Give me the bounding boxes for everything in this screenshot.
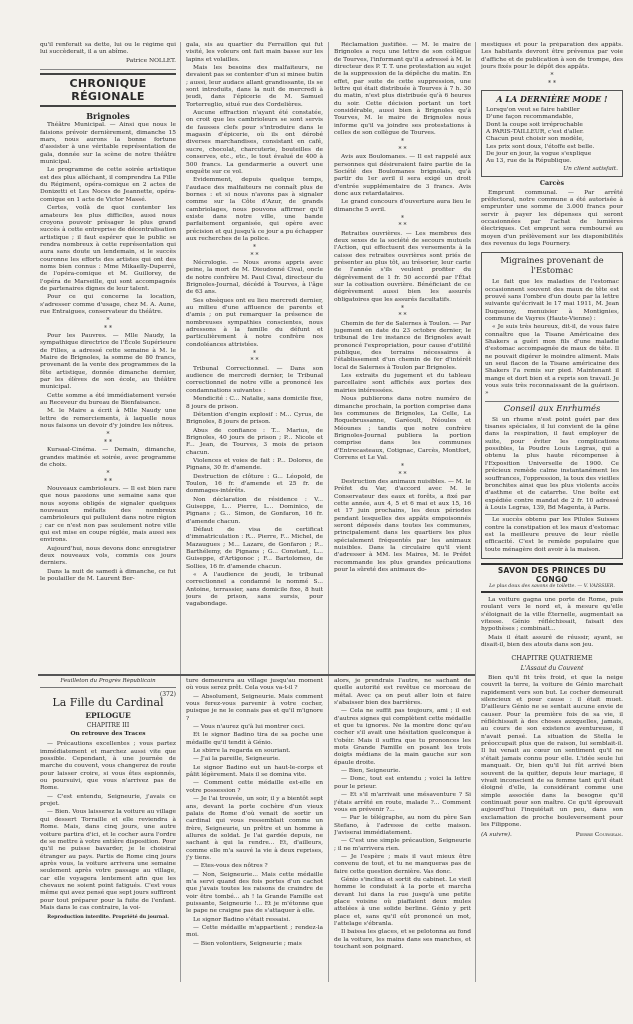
novel-text: Mais il était assuré de réussir, ayant, se disait-il, bien des atouts dans son jeu. [481,634,623,648]
article-text: gala, sis au quartier du Ferraillon qui fut visité, les voleurs ont fait main basse sur les lapins et volailles. [186,42,323,63]
novel-text: — C'est une simple précaution, Seigneurie ; il ne m'arrivera rien. [334,838,471,852]
ad-text: Si un rhume n'est point guéri par des tisanes spéciales, il lui convient de la gêne dans la respiration, il faut employer de suite, pour éviter les complications possibles, la Poudre Louis Legras, qui a obtenu la plus haute récompense à l'Exposition Universelle de 1900. Ce précieux remède calme instantanément les souffrances, l'oppression, la toux des vieilles bronchites ainsi que les plus violents accès d'asthme et de catarrhe. Une boîte est expédiée contre mandat de 2 fr. 10 adressé à Louis Legras, 139, Bd Magenta, à Paris. [485,416,619,511]
article-text: Violences et voies de fait : P... Dolores, de Pignans, 30 fr. d'amende. [186,457,323,472]
divider [40,69,176,70]
separator-stars: * * * [104,317,112,332]
ad-text: « Je suis très heureux, dit-il, de vous faire connaître que la Tisane Américaine des Shakers a guéri mon fils d'une maladie d'estomac accompagnée de maux de tête. Il ne pouvait digérer le moindre aliment. Mais un seul flacon de la Tisane américaine des Shakers l'a remis sur pied. Maintenant il mange et dort bien et a repris son travail. Je vous suis très reconnaissant de la guérison. » [485,324,619,397]
ad-text: Le fait que les maladies de l'estomac occasionnent souvent des maux de tête est prouvé sans l'ombre d'un doute par la lettre suivante qu'écrivait le 17 mai 1911, M. Jean Duquenoy, menuisier à Montignies, commune de Vayres (Haute-Vienne) : [485,279,619,322]
novel-text: — Bien volontiers, Seigneurie ; mais [193,940,302,947]
novel-text: — Par le télégraphe, au nom du père San Stefano, à l'adresse de cette maison. J'aviserai immédiatement. [334,815,471,836]
article-text: mestiques et pour la préparation des appâts. Les habitants devront être prévenus par voie d'affiche et de publication à son de trompe, des jours fixés pour le dépôt des appâts. [481,42,623,71]
episode-number: (372) [159,691,176,699]
column-3 [334,42,471,674]
feuilleton-column-1 [40,678,176,1010]
novel-text: alors, je prendrais l'autre, ne sachant de quelle autorité est revêtue ce morceau de métal. Avec ça on peut aller loin et faire s'abaisser bien des barrières. [334,678,471,707]
novel-title-block [40,688,176,710]
ad-title: A LA DERNIÈRE MODE ! [496,94,608,105]
separator-stars: * * * [250,350,259,365]
article-text: Défaut de visa de certificat d'immatriculation : R... Pierre, F... Michel, de Mazaugues ; M... Lazare, de Gonfaron ; P... Barthélemy, de Pignans ; G... Constant, L... Guiseppe, d'Artigonoc ; F... Bartolomeo, de Sollies, 16 fr. d'amende chacun. [186,527,323,570]
ad-line: Lorsqu'on veut se faire habiller [486,107,580,114]
article-text: Evidemment, depuis quelque temps, l'audace des malfaiteurs ne connaît plus de bornes : et si nous n'avons pas à signaler comme sur la Côte d'Azur, de grands cambriolages, nous pouvons affirmer qu'il existe dans notre ville, une bande parfaitement organisée, qui opère avec précision et qui jusqu'à ce jour a pu échapper aux recherches de la police. [186,177,323,242]
novel-text: — Je l'espère ; mais il vaut mieux être convenu de tout, et tu ne manqueras pas de faire cette question dernière. Vas donc. [334,853,471,875]
ad-title: Conseil aux Enrhumés [485,401,619,414]
article-text: Cette somme a été immédiatement versée au Receveur du bureau de Bienfaisance. [40,392,176,407]
novel-text: — Vous n'aurez qu'à lui montrer ceci. [193,724,305,731]
article-text: Pour les Pauvres. — Mlle Naudy, la sympathique directrice de l'École Supérieure de Filles, a adressé cette semaine à M. le Maire de Brignoles, la somme de 80 francs, provenant de la vente des programmes de la fête artistique, donnée dimanche dernier, par les élèves de son école, au théâtre municipal. [40,333,176,391]
novel-text: Génio s'inclina et sortit du cabinet. Le vieil homme le conduisit à la porte et marcha devant lui dans la rue jusqu'à une petite place voisine où piaffaient deux mules attelées à une solide berline. Génio y prit place et, sans qu'il eût prononcé un mot, l'attelage s'ébranla. [334,876,471,927]
ad-title: SAVON DES PRINCES DU CONGO [497,565,607,584]
column-1 [40,42,176,674]
article-text: Non déclaration de résidence : V... Guiseppe, L... Pierre, L... Dominico, de Pignans ; G... Simon, de Gonfaron, 16 fr. d'amende chacun. [186,496,323,525]
chapter-subtitle: L'Assaut du Couvent [520,664,584,672]
newspaper-page [38,42,628,1017]
ad-paris-tailleur [481,90,623,177]
separator-stars: * * * [398,463,407,478]
ad-title: Migraines provenant de l'Estomac [500,256,604,277]
separator-stars: * * * [104,431,112,446]
ad-migraines [481,252,623,559]
column-rule [328,42,329,982]
novel-text: — Etes-vous des nôtres ? [193,863,268,870]
separator-stars: * * * [250,244,259,259]
article-text: Le programme de cette soirée artistique est des plus alléchant, il comprendra La Fille du Régiment, opéra-comique en 2 actes de Donizetti et Les Noces de Jeannette, opéra-comique en 1 acte de Victor Massé. [40,167,176,203]
article-text: Destruction de clôture : G... Léopold, de Toulon, 16 fr. d'amende et 25 fr. de dommages-intérêts. [186,473,323,495]
ad-line: D'une façon recommandable, [486,114,574,121]
novel-text: — Absolument, Seigneurie. Mais comment vous ferez-vous parvenir à votre cocher, puisque je ne le connais pas et qu'il m'ignore ? [186,693,323,722]
ad-line: Au 13, rue de la République. [486,158,572,165]
novel-text: Le signor Badino eut un haut-le-corps et pâlit légèrement. Mais il se domina vite. [186,764,323,779]
article-text: Nouveaux cambrioleurs. — Il est bien rare que nous passions une semaine sans que nous soyons obligés de signaler quelques nouveaux méfaits des nombreux cambrioleurs qui pullulent dans notre région ; car ce n'est non pas seulement notre ville qui est mise en coupe réglée, mais aussi ses environs. [40,485,176,544]
article-text: Détention d'engin explosif : M... Cyrus, de Brignoles, 8 jours de prison. [186,411,323,426]
author-name: Pierre Coursean. [575,832,623,839]
article-text: qu'il renferait sa dette, lui ou le régime qui lui succèderait, il a un abîme. [40,42,176,56]
ad-line: Dont la coupe soit irréprochable [486,121,583,128]
article-text: Le grand concours d'ouverture aura lieu le dimanche 5 avril. [334,199,471,213]
ad-line: Chacun peut choisir son modèle, [486,136,584,143]
article-text: Aujourd'hui, nous devons donc enregistrer deux nouveaux vols, commis ces jours derniers. [40,545,176,567]
town-heading: Carcès [539,179,565,188]
column-rule [180,42,181,982]
novel-text: — Bien. Vous laisserez la voiture au village qui dessert Torraille et elle reviendra à Rome. Mais, dans cinq jours, une autre voiture partira d'ici, et le cocher aura l'ordre de se mettre à votre entière disposition. Pour qu'il ne puisse bavarder, je le choisirai étranger au pays. Partis de Rome cinq jours après vous, la voiture arrivera une semaine seulement après votre passage au village, car elle voyagera lentement afin que les chevaux ne soient point fatigués. C'est vous même qui avez pensé que sept jours suffiront pour tout préparer pour la fuite de l'enfant. Mais dans le cas contraire, la voi- [40,809,176,911]
divider [485,514,619,515]
novel-text: — Comment cette médaille est-elle en votre possession ? [186,780,323,794]
article-text: Mendicité : C... Natalie, sans domicile fixe, 8 jours de prison. [186,396,323,410]
article-text: Théâtre Municipal. — Ainsi que nous le faisions prévoir dernièrement, dimanche 15 mars, nous aurons la bonne fortune d'assister à une véritable représentation de gala, donnée sur la scène de notre théâtre municipal. [40,122,176,166]
novel-text: La voiture gagna une porte de Rome, puis roulant vers le nord et, à mesure qu'elle s'éloignait de la ville Éternelle, augmentait sa vitesse. Génio réfléchissait, faisait des hypothèses ; combinait... [481,596,623,633]
chapter-heading: CHAPITRE III [86,721,130,729]
novel-footer [481,832,623,839]
separator-stars: * * * [548,72,556,87]
town-heading: Brignoles [86,111,130,122]
article-text: Tribunal Correctionnel. — Dans son audience de mercredi dernier, le Tribunal correctionnel de notre ville a prononcé les condamnations suivantes : [186,365,323,394]
article-text: M. le Maire a écrit à Mlle Naudy une lettre de remerciements, à laquelle nous nous faisons un devoir d'y joindre les nôtres. [40,408,176,430]
article-text: Chemin de fer de Salernes à Toulon. — Par jugement en date du 23 octobre dernier, le tribunal de 1re instance de Brignoles avait prononcé l'expropriation, pour cause d'utilité publique, des terrains nécessaires à l'établissement d'un chemin de fer d'intérêt local de Salernes à Toulon par Brignoles. [334,320,471,371]
novel-text: — Bien, Seigneurie. [341,768,401,775]
article-text: Retraites ouvrières. — Les membres des deux sexes de la société de secours mutuels l'Action, qui effectuent des versements à la caisse des retraites ouvrières sont priés de présenter au plus tôt, au trésorier, leur carte de l'année s'ils veulent profiter du dégrèvement de 1 fr. 50 accordé par l'État sur la cotisation ouvrière. Bénéficiant de ce dégrèvement aussi bien les assurés obligatoires que les assurés facultatifs. [334,230,471,303]
article-text: Ses obsèques ont eu lieu mercredi dernier, au milieu d'une affluence de parents et d'amis ; on put remarquer la présence de nombreuses sympathies conscientes, nous adressons à la famille du défunt et particulièrement à notre confrère nos condoléances attristées. [186,297,323,348]
novel-text: Bien qu'il fit très froid, et que la neige couvrit la terre, la voiture de Génio marchait rapidement vers son but. Le cocher demeurait silencieux et pour cause : il était muet. D'ailleurs Génio ne se sentait aucune envie de causer. Pour la première fois de sa vie, il réfléchissait à des choses auxquelles, jamais, au cours de son existence aventureuse, il n'avait pensé. La situation de Stella le préoccupait plus que de raison, lui semblait-il. Il lui venait au cœur un sentiment qu'il ne s'était jamais connu pour elle. L'idée seule lui manquait. Or, bien qu'il lui fût arrivé bien souvent de la quitter, depuis leur mariage, il vivait inconscient de sa femme tant qu'il était éloigné d'elle, la considérant comme une simple associée dans la besogne qu'il continuait pour son maître. Ce qu'il éprouvait aujourd'hui l'inquiétait un peu, dans son exclamation de proche bouleversement pour les Filippone. [481,675,623,828]
novel-text: — C'est entendu, Seigneurie, j'avais ce projet. [40,793,176,808]
novel-text: ture demeurera au village jusqu'au moment où vous serez prêt. Cela vous va-t-il ? [186,678,323,692]
chapter-subtitle: On retrouve des Traces [70,731,146,738]
article-text: Les extraits du jugement et du tableau parcellaire sont affichés aux portes des mairies intéressées. [334,373,471,394]
novel-text: — J'ai la pareille, Seigneurie. [193,756,281,763]
ad-subtitle: Le plus doux des savons de toilette. — V. VAISSIER. [489,583,615,589]
separator-stars: * * * [104,470,112,485]
article-text: Abus de confiance : T... Marius, de Brignoles, 40 jours de prison ; P... Nicole et F... Jean, de Tourves, 3 mois de prison chacun. [186,427,323,456]
separator-stars: * * * [398,214,407,230]
column-2 [186,42,323,674]
article-text: Réclamation justifiée. — M. le maire de Brignoles a reçu une lettre de son collègue de Tourves, l'informant qu'il a adressé à M. le directeur des P. T. T. une protestation au sujet de la suppression de la dépêche du matin. En effet, par suite de cette suppression, une lettre qui était distribuée à Tourves à 7 h. 30 du matin, n'est plus distribuée qu'à 6 heures du soir. Cette décision portant un tort considérable, aussi bien à Brignoles qu'à Tourves, M. le maire de Brignoles nous informe qu'il va joindre ses protestations à celles de son collègue de Tourves. [334,42,471,137]
feuilleton-rule [38,674,475,676]
article-text: Dans la nuit de samedi à dimanche, ce fut le poulailler de M. Laurent Ber- [40,568,176,582]
novel-text: Il baissa les glaces, et se pelotonna au fond de la voiture, les mains dans ses manches, et touchant son poignard. [334,929,471,951]
article-text: Certes, voilà de quoi contenter les amateurs les plus difficiles, aussi nous croyons pouvoir présager le plus grand succès à cette entreprise de décentralisation artistique ; il faut espérer que le public se rendra nombreux à cette représentation qui aura sans doute un lendemain, si le succès couronne les efforts des artistes qui ont des noms bien connus : Mme Mikaelly-Duperré, de l'opéra-comique et M. Guillorey, de l'opéra de Marseille, qui sont accompagnés de partenaires dignes de leur talent. [40,205,176,292]
novel-text: — Cela ne suffit pas toujours, ami ; il est d'autres signes qui complètent cette médaille et que tu ignores. Ne la montre donc qu'au cocher s'il avait une hésitation quelconque à t'obéir. Mais il suffira que tu prononces les mots Grande Famille en posant les trois doigts médians de la main gauche sur son épaule droite. [334,708,471,766]
epilogue-heading: EPILOGUE [85,711,131,721]
to-be-continued: (A suivre). [481,832,512,839]
novel-text: — Précautions excellentes ; vous partez immédiatement et marchez aussi vite que possible. Cependant, à une journée de marche du couvent, vous changerez de route pour laisser croire, si vous êtes espionnés, ou poursuivi, que vous n'arrivez pas de Rome. [40,741,176,792]
article-text: « A l'audience de jeudi, le tribunal correctionnel a condamné le nommé S... Antoine, terrassier, sans domicile fixe, 8 huit jours de prison, sans sursis, pour vagabondage. [186,572,323,608]
novel-text: Le sbirre la regarda en souriant. [193,748,291,755]
byline: Patrice NOLLET. [126,57,176,64]
ad-signature: Un client satisfait. [563,165,618,172]
article-text: Pour ce qui concerne la location, s'adresser comme d'usage, chez M. A. Aune, rue Entraigues, conservateur du théâtre. [40,294,176,315]
ad-text: Le succès obtenu par les Pilules Suisses contre la constipation et les maux d'estomac est la meilleure preuve de leur réelle efficacité. C'est le remède populaire que toute ménagère doit avoir à la maison. [485,517,619,553]
novel-text: — Non, Seigneurie... Mais cette médaille m'a servi quand des fois portes d'un cachot que j'avais toutes les raisons de craindre de voir être tombé... ah ! la Grande Famille est puissante, Seigneurie !... Et je m'étonne que le pape ne craigne pas de s'attaquer à elle. [186,871,323,915]
feuilleton-label: Feuilleton du Progrès Républicain [40,678,176,688]
article-text: Nécrologie. — Nous avons appris avec peine, la mort de M. Dieudonné Cival, oncle de notre confrère M. Paul Cival, directeur du Brignoles-Journal, décédé à Tourves, à l'âge de 63 ans. [186,259,323,296]
separator-stars: * * * [398,138,407,153]
novel-text: — Cette médaille m'appartient ; rendez-la moi. [186,925,323,939]
article-text: Avis aux Boulomanes. — Il est rappelé aux personnes qui désireraient faire partie de la Société des Boulomanes brignolais, qu'à partir du 1er avril il sera exigé un droit d'entrée supplémentaire de 3 francs. Avis donc aux retardataires. [334,154,471,197]
ad-line: A PARIS-TAILLEUR, c'est d'aller. [486,129,584,136]
novel-text: — Donc, tout est entendu ; voici la lettre pour le prieur. [334,776,471,790]
article-text: Aucune effraction n'ayant été constatée, on croit que les cambrioleurs se sont servis de fausses clefs pour s'introduire dans le magasin d'épicerie, où ils ont dérobé diverses marchandises, consistant en café, sucre, chocolat, charcuterie, bouteilles de conserves, etc., etc., le tout évalué de 400 à 500 francs. La gendarmerie a ouvert une enquête sur ce vol. [186,110,323,175]
ad-line: Les prix sont doux, l'étoffe est belle. [486,143,595,150]
feuilleton-column-2 [186,678,323,1010]
article-text: Emprunt communal. — Par arrêté préfectoral, notre commune a été autorisée à emprunter une somme de 3.000 francs pour servir à payer les dépenses qui seront occasionnées par l'achat de lumières électriques. Cet emprunt sera remboursé au moyen d'un prélèvement sur les disponibilités des revenus du legs Fournery. [481,189,623,247]
novel-text: Et le signor Badino tira de sa poche une médaille qu'il tendit à Génio. [186,732,323,746]
novel-text: Le signor Badino s'était ressaisi. [193,916,291,923]
novel-text: — Et s'il m'arrivait une mésaventure ? Si j'étais arrêté en route, malade ?... Comment vous en prévenir ?... [334,792,471,813]
separator-stars: * * * [398,305,407,320]
column-4 [481,42,623,1010]
column-rule [475,42,476,982]
article-text: Mais les besoins des malfaiteurs, ne devaient pas se contenter d'un si minee butin ; aussi, leur audace allant grandissante, ils se sont introduits, dans la nuit de mercredi à jeudi, dans l'épicerie de M. Samuel Torterreglio, situé rue des Cordelières. [186,65,323,108]
feuilleton-column-3 [334,678,471,1010]
section-title: CHRONIQUE RÉGIONALE [40,73,176,107]
ad-savon [481,563,623,593]
reproduction-notice: Reproduction interdite. Propriété du journal. [47,914,169,921]
novel-text: — Je l'ai trouvée, un soir, il y a bientôt sept ans, devant la porte cochère d'un vieux palais de Rome d'où venait de sortir un cardinal qui vous ressemblait comme un frère, Seigneurie, un prêtre et un homme à allures de soldat. Je l'ai gardée depuis, ne sachant à qui la rendre... Et, d'ailleurs, comme elle m'a sauvé la vie à deux reprises, j'y tiens. [186,796,323,861]
chapter-heading: CHAPITRE QUATRIEME [511,654,593,663]
ad-line: De jour en jour, la vogue s'explique [486,151,592,158]
article-text: Nous publierons dans notre numéro de dimanche prochain, la portion comprise dans les communes de Brignoles, La Celle, La Roquebrussanne, Garéoult, Néoules et Méounes ; tandis que notre confrère Brignoles-Journal publiera la portion comprise dans les communes d'Entrecasteaux, Cotignac, Carcès, Montfort, Correns et Le Val. [334,396,471,461]
novel-title: La Fille du Cardinal [52,696,164,710]
article-text: Kursaal-Cinéma. — Demain, dimanche, grandes matinée et soirée, avec programme de choix. [40,447,176,468]
article-text: Destruction des animaux nuisibles. — M. le Préfet du Var, d'accord avec M. le Conservateur des eaux et forêts, a fixé par cette année, aux 4, 5 et 6 mai et aux 15, 16 et 17 juin prochains, les deux périodes pendant lesquelles des appâts empoisonnés seront déposés dans toutes les communes, principalement dans les quartiers les plus spécialement fréquentés par les animaux nuisibles. Dans la circulaire qu'il vient d'adresser à MM. les Maires, M. le Préfet recommande les plus grandes précautions pour la sûreté des animaux do- [334,478,471,574]
